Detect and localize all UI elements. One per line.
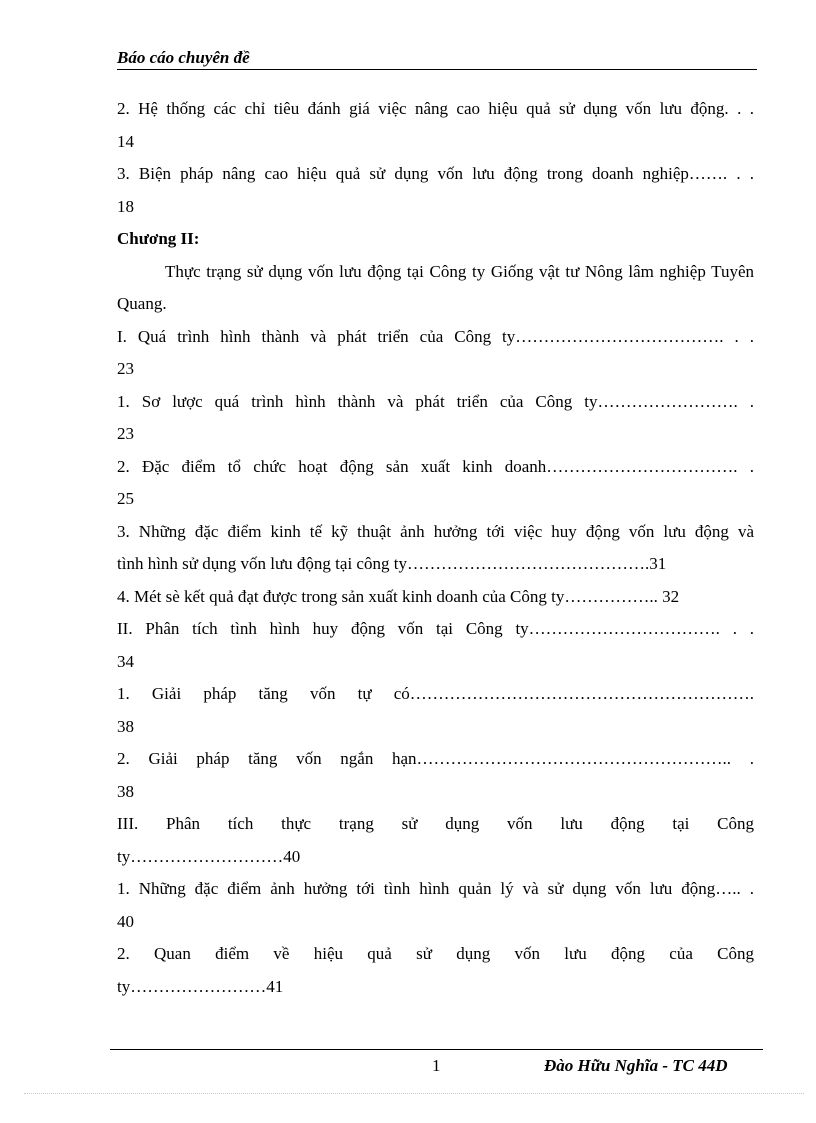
table-of-contents — [117, 93, 754, 1003]
footer-author: Đào Hữu Nghĩa - TC 44D — [544, 1056, 728, 1075]
toc-line: 40 — [117, 911, 134, 931]
toc-line: II. Phân tích tình hình huy động vốn tại Công ty……………………………. . . — [117, 619, 754, 638]
footer-divider — [110, 1049, 763, 1050]
header-title: Báo cáo chuyên đề — [117, 48, 250, 67]
toc-line: 23 — [117, 359, 134, 378]
toc-line: ty………………………40 — [117, 846, 301, 866]
page-number: 1 — [432, 1056, 441, 1075]
page-header — [117, 48, 757, 70]
toc-line: Thực trạng sử dụng vốn lưu động tại Công ty Giống vật tư Nông lâm nghiệp Tuyên Quang. — [117, 261, 754, 313]
toc-line: 38 — [117, 716, 134, 736]
toc-line: 4. Mét sè kết quả đạt được trong sản xuất kinh doanh của Công ty…………….. 32 — [117, 586, 680, 606]
toc-line: 2. Đặc điểm tổ chức hoạt động sản xuất kinh doanh……………………………. . — [117, 456, 754, 476]
toc-line: 2. Giải pháp tăng vốn ngắn hạn……………………………………………….. . — [117, 749, 754, 768]
toc-line: 23 — [117, 424, 134, 443]
toc-line: 3. Biện pháp nâng cao hiệu quả sử dụng vốn lưu động trong doanh nghiệp……. . . — [117, 164, 754, 183]
toc-line: 3. Những đặc điểm kinh tế kỹ thuật ảnh hưởng tới việc huy động vốn lưu động và — [117, 521, 754, 541]
toc-line: 2. Hệ thống các chỉ tiêu đánh giá việc nâng cao hiệu quả sử dụng vốn lưu động. . . — [117, 99, 754, 118]
toc-line: III. Phân tích thực trạng sử dụng vốn lưu động tại Công — [117, 814, 754, 833]
toc-line: 1. Giải pháp tăng vốn tự có……………………………………………………. — [117, 684, 754, 703]
toc-line: ty……………………41 — [117, 976, 284, 996]
toc-line: 18 — [117, 196, 134, 216]
toc-line: 1. Sơ lược quá trình hình thành và phát triển của Công ty……………………. . — [117, 391, 754, 411]
toc-line: 1. Những đặc điểm ảnh hưởng tới tình hình quản lý và sử dụng vốn lưu động….. . — [117, 879, 754, 898]
toc-line: 2. Quan điểm về hiệu quả sử dụng vốn lưu động của Công — [117, 944, 754, 963]
toc-line: 14 — [117, 131, 134, 151]
toc-line: Chương II: — [117, 229, 200, 248]
page-edge-divider — [24, 1093, 804, 1094]
toc-line: 38 — [117, 781, 134, 801]
toc-line: 34 — [117, 651, 134, 671]
toc-line: I. Quá trình hình thành và phát triển của Công ty………………………………. . . — [117, 326, 754, 346]
toc-line: 25 — [117, 489, 134, 508]
toc-line: tình hình sử dụng vốn lưu động tại công ty…………………………………….31 — [117, 554, 667, 573]
